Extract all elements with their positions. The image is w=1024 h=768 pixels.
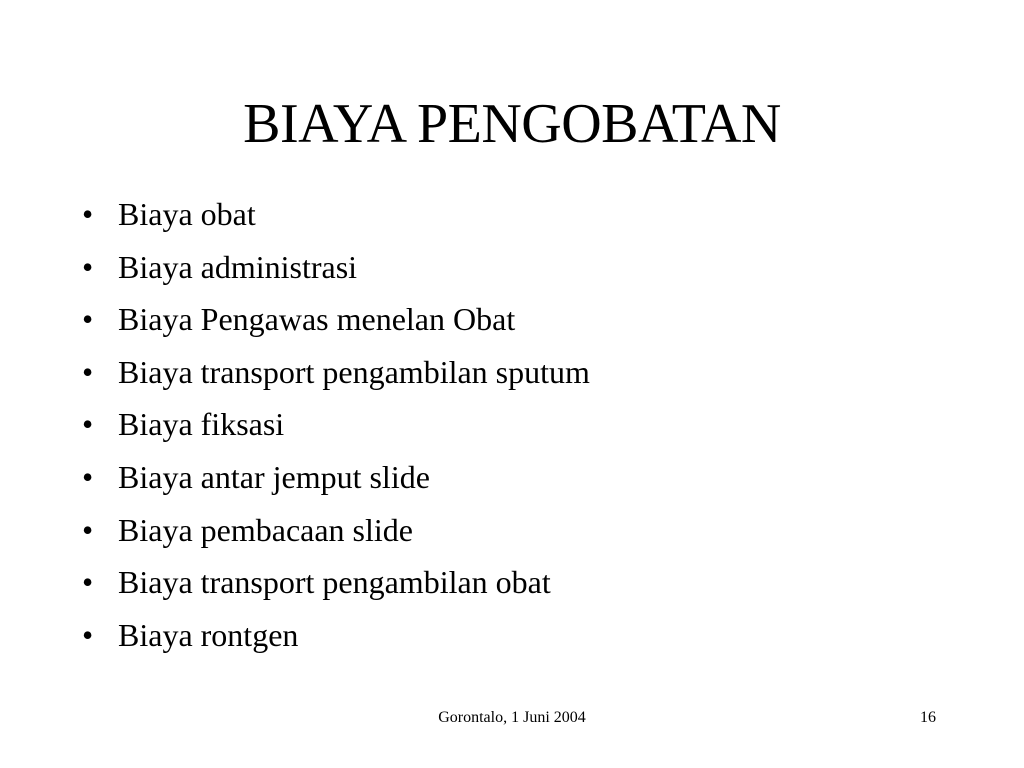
page-number: 16 <box>920 709 936 726</box>
list-item-text: Biaya transport pengambilan obat <box>118 564 551 601</box>
bullet-icon: • <box>82 511 94 548</box>
list-item-text: Biaya obat <box>118 196 256 232</box>
list-item <box>82 613 982 666</box>
list-item-text: Biaya Pengawas menelan Obat <box>118 301 516 338</box>
bullet-icon: • <box>82 301 94 338</box>
slide-title: BIAYA PENGOBATAN <box>243 93 781 155</box>
list-item <box>82 245 982 298</box>
list-item-text: Biaya fiksasi <box>118 406 285 443</box>
list-item <box>82 455 982 508</box>
bullet-icon: • <box>82 406 94 443</box>
bullet-icon: • <box>82 196 94 232</box>
list-item-text: Biaya rontgen <box>118 616 299 653</box>
list-item <box>82 402 982 455</box>
bullet-icon: • <box>82 564 94 601</box>
list-item-text: Biaya pembacaan slide <box>118 511 413 548</box>
bullet-icon: • <box>82 616 94 653</box>
list-item <box>82 508 982 561</box>
bullet-list <box>82 192 982 665</box>
bullet-icon: • <box>82 458 94 495</box>
bullet-icon: • <box>82 248 94 285</box>
list-item <box>82 192 982 245</box>
list-item <box>82 560 982 613</box>
footer-text: Gorontalo, 1 Juni 2004 <box>438 709 586 726</box>
list-item-text: Biaya transport pengambilan sputum <box>118 353 590 390</box>
list-item-text: Biaya administrasi <box>118 248 358 285</box>
list-item <box>82 350 982 403</box>
list-item <box>82 297 982 350</box>
bullet-icon: • <box>82 353 94 390</box>
list-item-text: Biaya antar jemput slide <box>118 458 430 495</box>
